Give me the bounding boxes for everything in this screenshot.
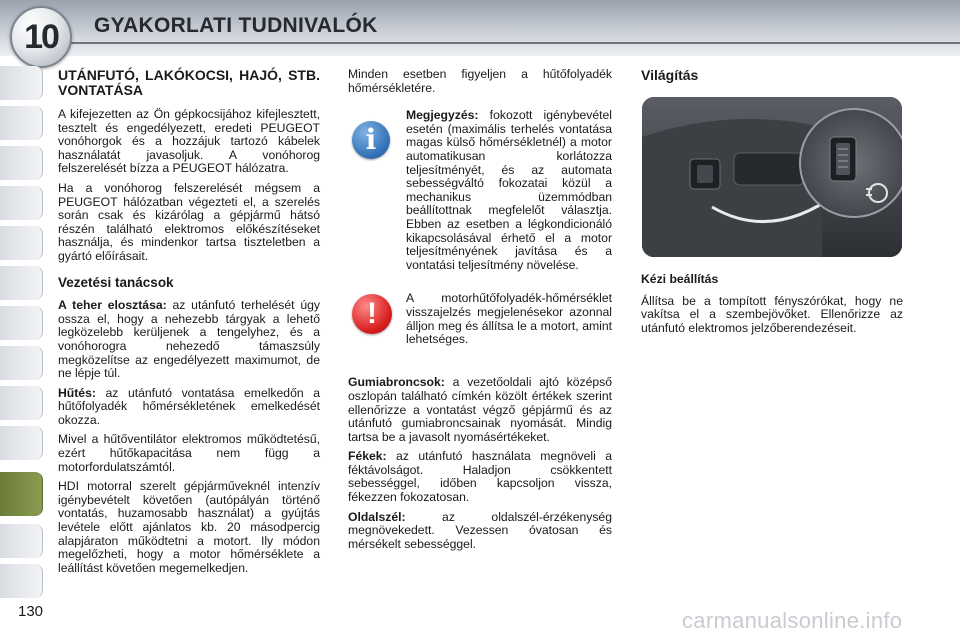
chapter-tab-2[interactable] [0, 106, 43, 140]
headlamp-adjuster-photo [642, 97, 902, 257]
section-title-lighting: Világítás [641, 67, 699, 83]
warning-note [348, 292, 612, 362]
chapter-tab-4[interactable] [0, 186, 43, 220]
warning-icon: ! [352, 294, 392, 334]
term-text: az utánfutó használata megnöveli a féktávolságot. Haladjon csökkentett sebességgel, időben kapcsoljon vissza, fékezzen fokozatosan. [348, 449, 612, 505]
chapter-number: 10 [24, 18, 58, 56]
term-label: Gumiabroncsok: [348, 375, 445, 390]
section-title-towing: UTÁNFUTÓ, LAKÓKOCSI, HAJÓ, STB. VONTATÁSA [58, 67, 320, 98]
paragraph-crosswind [348, 511, 612, 552]
paragraph: A kifejezetten az Ön gépkocsijához kifejlesztett, tesztelt és engedélyezett, eredeti PEUGEOT vonóhorgok és a hozzájuk tartozó kábelek használatát javasoljuk. A vonóhorog felszerelését bízza a PEUGEOT hálózatra. [58, 107, 320, 176]
paragraph: Állítsa be a tompított fényszórókat, hogy ne vakítsa el a szembejövőket. Ellenőrizze az utánfutó elektromos jelzőberendezéseit. [641, 293, 903, 335]
paragraph-load-distribution [58, 299, 320, 381]
info-note [348, 109, 612, 272]
subsection-title-manual-adjustment: Kézi beállítás [641, 272, 719, 286]
term-label: Hűtés: [58, 385, 96, 400]
note-label: Megjegyzés: [406, 108, 479, 123]
chapter-tab-3[interactable] [0, 146, 43, 180]
chapter-tab-13[interactable] [0, 564, 43, 598]
paragraph: Minden esetben figyeljen a hűtőfolyadék hőmérsékletére. [348, 67, 612, 95]
chapter-tab-1[interactable] [0, 66, 43, 100]
chapter-tab-11-active[interactable] [0, 472, 43, 516]
chapter-tab-8[interactable] [0, 346, 43, 380]
chapter-tab-9[interactable] [0, 386, 43, 420]
chapter-tab-6[interactable] [0, 266, 43, 300]
chapter-tab-strip [0, 58, 44, 614]
paragraph-cooling [58, 387, 320, 428]
chapter-tab-7[interactable] [0, 306, 43, 340]
page-number: 130 [18, 603, 44, 620]
term-text: a vezetőoldali ajtó középső oszlopán található címkén közölt értékek szerint ellenőrizze a vontatást végző gépjármű és az utánfutó gumiabroncsainak nyomását. Mindig tartsa be a javasolt nyomásértékeket. [348, 375, 612, 444]
paragraph: Ha a vonóhorog felszerelését mégsem a PEUGEOT hálózatban végezteti el, a szerelés során csak és kizárólag a gépjármű hátsó részén található elektromos előkészítéseket használja, és mindenkor tartsa tiszteletben a gyártó előírásait. [58, 180, 320, 263]
paragraph-brakes [348, 450, 612, 504]
term-text: az oldalszél-érzékenység megnövekedett. Vezessen óvatosan és mérsékelt sebességgel. [348, 509, 612, 551]
term-label: Fékek: [348, 449, 387, 464]
warning-text: A motorhűtőfolyadék-hőmérséklet visszajelzés megjelenésekor azonnal álljon meg és állítsa le a motort, amint lehetséges. [406, 291, 612, 347]
note-text: fokozott igénybevétel esetén (maximális terhelés vontatása magas külső hőmérsékletnél) a motor automatikusan korlátozza teljesítményét, és az automata sebességváltó fokozatai közül a mechanikus üzemmódban beállítottnak megfelelőt választja. Ebben az esetben a légkondicionáló kikapcsolásával érhető el a motor teljesítményének javítása és a vontatási teljesítmény növelése. [406, 108, 612, 272]
page-title: GYAKORLATI TUDNIVALÓK [94, 14, 378, 37]
chapter-tab-10[interactable] [0, 426, 43, 460]
column-right [641, 68, 903, 341]
paragraph: HDI motorral szerelt gépjárműveknél intenzív igénybevételt követően (autópályán történő vontatás, huzamosabb használat) a gyújtás levétele előtt ajánlatos kb. 20 másodpercig alapjáraton működtetni a motort. Ily módon megelőzheti, hogy a motor hőmérséklete a leállítást követően megemelkedjen. [58, 479, 320, 575]
subsection-title-driving-tips: Vezetési tanácsok [58, 274, 174, 290]
watermark-text: carmanualsonline.info [682, 608, 903, 633]
paragraph: Mivel a hűtőventilátor elektromos működtetésű, ezért hűtőkapacitása nem függ a motorfordulatszámtól. [58, 432, 320, 474]
header-rule [70, 42, 960, 44]
chapter-tab-5[interactable] [0, 226, 43, 260]
column-left [58, 68, 320, 581]
term-label: A teher elosztása: [58, 298, 167, 313]
column-middle [348, 68, 612, 557]
term-text: az utánfutó vontatása emelkedőn a hűtőfolyadék hőmérsékletének emelkedését okozza. [58, 385, 320, 427]
info-icon: i [352, 121, 390, 159]
chapter-tab-12[interactable] [0, 524, 43, 558]
paragraph-tyres [348, 376, 612, 444]
term-label: Oldalszél: [348, 509, 406, 524]
term-text: az utánfutó terhelését úgy ossza el, hogy a nehezebb tárgyak a lehető legközelebb kerüljenek a tengelyhez, és a vonóhorogra nehezedő támaszsúly megközelítse az engedélyezett maximumot, de ne lépje túl. [58, 298, 321, 381]
